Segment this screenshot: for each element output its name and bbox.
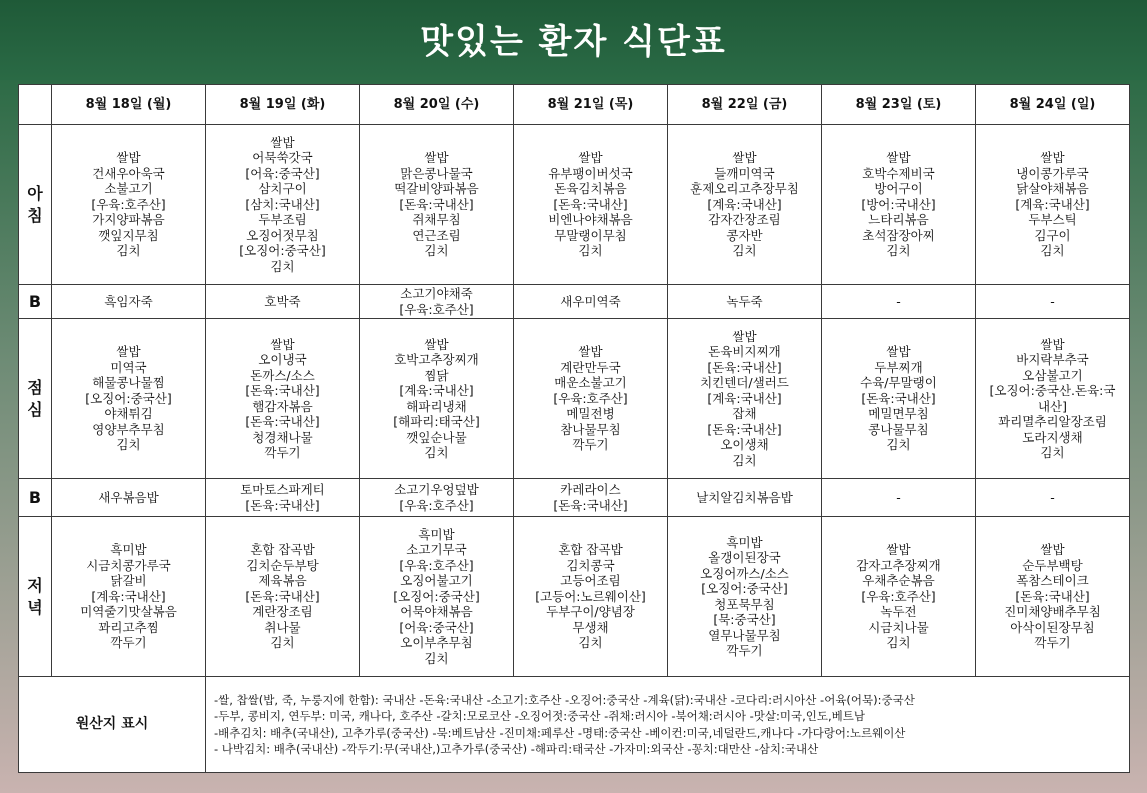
menu-item: 쌀밥 bbox=[732, 150, 757, 166]
meal-label-char: B bbox=[28, 291, 42, 311]
menu-item: [계육:국내산] bbox=[399, 383, 474, 398]
menu-cell bbox=[514, 517, 668, 677]
meal-label-char: B bbox=[28, 487, 42, 507]
menu-item: 쌀밥 bbox=[1040, 150, 1065, 166]
menu-item: - bbox=[896, 489, 901, 505]
menu-cell bbox=[52, 285, 206, 319]
menu-item: [묵:중국산] bbox=[713, 612, 776, 627]
menu-cell bbox=[514, 479, 668, 517]
menu-cell bbox=[52, 125, 206, 285]
menu-item: 김치 bbox=[1040, 243, 1065, 259]
menu-item: 김치 bbox=[578, 635, 603, 651]
menu-item: [방어:국내산] bbox=[861, 196, 936, 212]
menu-item: 청경채나물 bbox=[252, 429, 313, 445]
menu-item: 고등어조림 bbox=[560, 573, 621, 589]
menu-item: 콩자반 bbox=[726, 227, 763, 243]
menu-cell bbox=[822, 285, 976, 319]
menu-item: 김치 bbox=[578, 243, 603, 259]
menu-item: 김치 bbox=[886, 243, 911, 259]
menu-item: - bbox=[1050, 489, 1055, 505]
menu-item: 소불고기 bbox=[104, 181, 153, 197]
menu-cell bbox=[976, 125, 1130, 285]
menu-item: [오징어:중국산] bbox=[701, 581, 788, 596]
menu-table-container bbox=[18, 84, 1129, 772]
menu-item: 미역줄기맛살볶음 bbox=[80, 604, 177, 620]
menu-item: [돈육:국내산] bbox=[1015, 588, 1090, 604]
menu-item: [해파리:태국산] bbox=[393, 414, 480, 429]
day-header: 8월 22일 (금) bbox=[668, 85, 822, 125]
menu-body bbox=[19, 125, 1130, 677]
menu-cell bbox=[52, 479, 206, 517]
menu-item: 깻잎지무침 bbox=[98, 227, 159, 243]
menu-item: [돈육:국내산] bbox=[245, 383, 320, 398]
origin-line: - 나박김치: 배추(국내산) -깍두기:무(국내산,)고추가루(중국산) -해파리:태국산 -가자미:외국산 -꽁치:대만산 -삼치:국내산 bbox=[214, 742, 819, 756]
menu-item: 깍두기 bbox=[110, 635, 147, 651]
menu-item: 흑미밥 bbox=[726, 534, 763, 550]
menu-item: 쥐채무침 bbox=[412, 212, 461, 228]
menu-item: 돈까스/소스 bbox=[250, 367, 315, 383]
menu-item: 김치순두부탕 bbox=[246, 557, 319, 573]
menu-item: 김치 bbox=[270, 258, 295, 274]
meal-row-lunch bbox=[19, 319, 1130, 479]
menu-item: [삼치:국내산] bbox=[245, 196, 320, 212]
menu-item: 녹두전 bbox=[880, 604, 917, 620]
corner-cell bbox=[19, 85, 52, 125]
menu-item: 참나물무침 bbox=[560, 421, 621, 437]
menu-item: 어묵쑥갓국 bbox=[252, 150, 313, 166]
menu-item: 수육/무말랭이 bbox=[860, 375, 937, 391]
menu-item: 김치 bbox=[116, 437, 141, 453]
menu-item: 김치 bbox=[270, 635, 295, 651]
menu-item: - bbox=[1050, 293, 1055, 309]
menu-item: 쌀밥 bbox=[1040, 336, 1065, 352]
menu-item: 방어구이 bbox=[874, 181, 923, 197]
menu-item: 냉이콩가루국 bbox=[1016, 165, 1089, 181]
menu-item: 깍두기 bbox=[264, 445, 301, 460]
menu-item: 올갱이된장국 bbox=[708, 550, 781, 565]
menu-item: 해물콩나물찜 bbox=[92, 375, 165, 391]
menu-item: 햄감자볶음 bbox=[252, 398, 313, 414]
menu-cell bbox=[206, 517, 360, 677]
menu-item: 쌀밥 bbox=[886, 150, 911, 166]
meal-label-char: 녁 bbox=[27, 597, 43, 617]
menu-item: 김치 bbox=[424, 243, 449, 259]
menu-item: [돈육:국내산] bbox=[553, 497, 628, 513]
menu-cell bbox=[822, 479, 976, 517]
menu-cell bbox=[668, 285, 822, 319]
menu-cell bbox=[822, 517, 976, 677]
origin-label-cell bbox=[19, 677, 206, 773]
menu-cell bbox=[206, 125, 360, 285]
menu-item: [어육:중국산] bbox=[399, 619, 474, 635]
menu-item: 카레라이스 bbox=[560, 482, 621, 497]
menu-item: 제육볶음 bbox=[258, 573, 307, 589]
menu-item: [어육:중국산] bbox=[245, 165, 320, 181]
menu-item: 매운소불고기 bbox=[554, 375, 627, 391]
menu-item: 계란장조림 bbox=[252, 604, 313, 620]
menu-item: 두부스틱 bbox=[1028, 212, 1077, 228]
meal-row-snack-2 bbox=[19, 479, 1130, 517]
menu-item: 순두부백탕 bbox=[1022, 557, 1083, 573]
menu-item: [우육:호주산] bbox=[399, 557, 474, 573]
menu-item: 어묵야채볶음 bbox=[400, 604, 473, 620]
menu-item: 깍두기 bbox=[572, 437, 609, 453]
menu-item: 두부찌개 bbox=[874, 359, 923, 375]
menu-item: 김치 bbox=[732, 243, 757, 259]
menu-cell bbox=[976, 285, 1130, 319]
menu-item: 깍두기 bbox=[726, 643, 763, 658]
menu-cell bbox=[976, 479, 1130, 517]
menu-item: 유부팽이버섯국 bbox=[548, 165, 633, 181]
menu-item: 무생채 bbox=[572, 619, 609, 635]
menu-item: [계육:국내산] bbox=[707, 390, 782, 406]
menu-cell bbox=[206, 319, 360, 479]
menu-item: 쌀밥 bbox=[886, 542, 911, 558]
day-header: 8월 21일 (목) bbox=[514, 85, 668, 125]
menu-item: [돈육:국내산] bbox=[245, 414, 320, 429]
menu-item: 비엔나야채볶음 bbox=[548, 212, 633, 228]
menu-cell bbox=[976, 319, 1130, 479]
meal-label-char: 저 bbox=[27, 575, 43, 595]
meal-row-snack-1 bbox=[19, 285, 1130, 319]
menu-item: 새우볶음밥 bbox=[98, 489, 159, 505]
menu-item: 호박수제비국 bbox=[862, 165, 935, 181]
menu-item: 꽈리고추찜 bbox=[98, 619, 159, 635]
menu-cell bbox=[514, 285, 668, 319]
menu-item: [고등어:노르웨이산] bbox=[535, 588, 646, 604]
menu-item: 토마토스파게티 bbox=[240, 482, 325, 497]
menu-cell bbox=[668, 319, 822, 479]
menu-item: 꽈리멸추리알장조림 bbox=[998, 414, 1107, 429]
menu-item: 메밀전병 bbox=[566, 406, 615, 422]
menu-item: 소고기우엉덮밥 bbox=[394, 482, 479, 497]
menu-item: [계육:국내산] bbox=[707, 196, 782, 212]
menu-cell bbox=[206, 285, 360, 319]
meal-label-char: 침 bbox=[27, 205, 43, 225]
day-header: 8월 18일 (월) bbox=[52, 85, 206, 125]
menu-item: 김치콩국 bbox=[566, 557, 615, 573]
menu-cell bbox=[360, 479, 514, 517]
menu-item: 김치 bbox=[886, 437, 911, 453]
menu-item: 김치 bbox=[424, 650, 449, 666]
menu-item: [계육:국내산] bbox=[91, 588, 166, 604]
menu-item: 미역국 bbox=[110, 359, 147, 375]
menu-item: 가지양파볶음 bbox=[92, 212, 165, 228]
menu-item: 오이냉국 bbox=[258, 352, 307, 367]
menu-item: 김치 bbox=[886, 635, 911, 651]
menu-item: 두부조림 bbox=[258, 212, 307, 228]
meal-label bbox=[19, 285, 52, 319]
menu-item: 녹두죽 bbox=[726, 293, 763, 309]
menu-item: 쌀밥 bbox=[578, 344, 603, 360]
day-header: 8월 19일 (화) bbox=[206, 85, 360, 125]
menu-item: 닭살야채볶음 bbox=[1016, 181, 1089, 197]
meal-label bbox=[19, 479, 52, 517]
menu-item: 폭참스테이크 bbox=[1016, 573, 1089, 589]
menu-item: 떡갈비양파볶음 bbox=[394, 181, 479, 197]
menu-item: 김치 bbox=[424, 445, 449, 460]
menu-item: 도라지생채 bbox=[1022, 429, 1083, 445]
menu-item: 김치 bbox=[116, 243, 141, 259]
menu-item: 쌀밥 bbox=[732, 328, 757, 344]
menu-item: [오징어:중국산] bbox=[85, 390, 172, 406]
page-title: 맛있는 환자 식단표 bbox=[420, 22, 727, 62]
menu-item: 열무나물무침 bbox=[708, 627, 781, 643]
menu-item: [우육:호주산] bbox=[553, 390, 628, 406]
menu-item: 들깨미역국 bbox=[714, 165, 775, 181]
origin-line: -쌀, 찹쌀(밥, 죽, 누룽지에 한함): 국내산 -돈육:국내산 -소고기:호주산 -오징어:중국산 -계육(닭):국내산 -코다리:러시아산 -어육(어묵):중국산 bbox=[214, 692, 915, 707]
meal-row-breakfast bbox=[19, 125, 1130, 285]
menu-item: 훈제오리고추장무침 bbox=[690, 181, 799, 197]
menu-item: 콩나물무침 bbox=[868, 421, 929, 437]
menu-cell bbox=[360, 285, 514, 319]
menu-item: 깻잎순나물 bbox=[406, 429, 467, 445]
menu-item: [돈육:국내산] bbox=[553, 196, 628, 212]
menu-cell bbox=[668, 517, 822, 677]
menu-item: 쌀밥 bbox=[886, 344, 911, 360]
menu-item: [오징어:중국산] bbox=[393, 588, 480, 604]
meal-row-dinner bbox=[19, 517, 1130, 677]
menu-item: 야채튀김 bbox=[104, 406, 153, 422]
menu-item: 김치 bbox=[732, 452, 757, 468]
menu-item: 깍두기 bbox=[1034, 635, 1071, 651]
menu-item: 쌀밥 bbox=[424, 150, 449, 166]
menu-item: [돈육:국내산] bbox=[707, 421, 782, 437]
menu-item: 소고기무국 bbox=[406, 542, 467, 558]
menu-item: 김치 bbox=[1040, 445, 1065, 460]
menu-item: 쌀밥 bbox=[424, 336, 449, 352]
menu-cell bbox=[360, 319, 514, 479]
menu-item: 흑미밥 bbox=[418, 526, 455, 542]
menu-item: 아삭이된장무침 bbox=[1010, 619, 1095, 635]
origin-line: -배추김치: 배추(국내산), 고추가루(중국산) -묵:베트남산 -진미채:페루산 -명태:중국산 -베이컨:미국,네덜란드,캐나다 -가다랑어:노르웨이산 bbox=[214, 725, 906, 740]
menu-item: 소고기야채죽 bbox=[400, 286, 473, 301]
menu-item: [돈육:국내산] bbox=[245, 588, 320, 604]
menu-item: 오이부추무침 bbox=[400, 635, 473, 651]
menu-item: 새우미역죽 bbox=[560, 293, 621, 309]
menu-item: 메밀면무침 bbox=[868, 406, 929, 422]
menu-item: 돈육김치볶음 bbox=[554, 181, 627, 197]
menu-item: [우육:호주산] bbox=[399, 301, 474, 317]
meal-label bbox=[19, 125, 52, 285]
menu-item: 오징어까스/소스 bbox=[700, 565, 789, 581]
menu-item: 내산] bbox=[1037, 398, 1068, 414]
menu-cell bbox=[668, 125, 822, 285]
day-header: 8월 24일 (일) bbox=[976, 85, 1130, 125]
menu-item: [돈육:국내산] bbox=[707, 359, 782, 375]
menu-item: 감자고추장찌개 bbox=[856, 557, 941, 573]
menu-item: - bbox=[896, 293, 901, 309]
meal-label-char: 아 bbox=[27, 183, 43, 203]
menu-item: [우육:호주산] bbox=[91, 196, 166, 212]
day-header: 8월 20일 (수) bbox=[360, 85, 514, 125]
menu-item: 연근조림 bbox=[412, 227, 461, 243]
menu-item: 맑은콩나물국 bbox=[400, 165, 473, 181]
menu-item: 잡채 bbox=[732, 406, 757, 422]
menu-cell bbox=[360, 517, 514, 677]
menu-cell bbox=[822, 319, 976, 479]
menu-cell bbox=[822, 125, 976, 285]
menu-item: [계육:국내산] bbox=[1015, 196, 1090, 212]
menu-item: [우육:호주산] bbox=[861, 588, 936, 604]
menu-item: 계란만두국 bbox=[560, 359, 621, 375]
menu-item: 시금치콩가루국 bbox=[86, 557, 171, 573]
menu-item: [오징어:중국산.돈육:국 bbox=[989, 383, 1116, 398]
origin-label: 원산지 표시 bbox=[75, 716, 149, 733]
menu-item: 혼합 잡곡밥 bbox=[558, 542, 623, 558]
menu-cell bbox=[52, 319, 206, 479]
menu-item: 건새우아욱국 bbox=[92, 165, 165, 181]
menu-item: [돈육:국내산] bbox=[245, 497, 320, 513]
menu-item: 진미채양배추무침 bbox=[1004, 604, 1101, 620]
menu-cell bbox=[206, 479, 360, 517]
menu-item: 닭갈비 bbox=[110, 573, 147, 589]
menu-item: 찜닭 bbox=[424, 367, 449, 383]
menu-item: 혼합 잡곡밥 bbox=[250, 542, 315, 558]
menu-item: 돈육비지찌개 bbox=[708, 344, 781, 360]
menu-item: 취나물 bbox=[264, 619, 301, 635]
menu-item: 호박고추장찌개 bbox=[394, 352, 479, 367]
menu-item: 해파리냉채 bbox=[406, 398, 467, 414]
menu-cell bbox=[514, 125, 668, 285]
menu-item: 날치알김치볶음밥 bbox=[696, 489, 793, 505]
meal-label bbox=[19, 517, 52, 677]
menu-item: 청포묵무침 bbox=[714, 596, 775, 612]
menu-item: 바지락부추국 bbox=[1016, 352, 1089, 367]
meal-label bbox=[19, 319, 52, 479]
menu-item: [오징어:중국산] bbox=[239, 243, 326, 259]
menu-item: 오징어불고기 bbox=[400, 573, 473, 589]
header-row bbox=[19, 85, 1130, 125]
menu-cell bbox=[514, 319, 668, 479]
menu-item: 오이생채 bbox=[720, 437, 769, 453]
menu-item: 오삼불고기 bbox=[1022, 367, 1083, 383]
menu-item: 오징어젓무침 bbox=[246, 227, 319, 243]
origin-text-cell bbox=[206, 677, 1130, 773]
menu-item: [돈육:국내산] bbox=[399, 196, 474, 212]
menu-item: 김구이 bbox=[1034, 227, 1071, 243]
menu-item: 삼치구이 bbox=[258, 181, 307, 197]
menu-item: 호박죽 bbox=[264, 293, 301, 309]
menu-item: 쌀밥 bbox=[1040, 542, 1065, 558]
menu-item: [우육:호주산] bbox=[399, 497, 474, 513]
day-header: 8월 23일 (토) bbox=[822, 85, 976, 125]
menu-item: 무말랭이무침 bbox=[554, 227, 627, 243]
menu-item: 시금치나물 bbox=[868, 619, 929, 635]
menu-item: 흑미밥 bbox=[110, 542, 147, 558]
menu-item: [돈육:국내산] bbox=[861, 390, 936, 406]
menu-item: 우채추순볶음 bbox=[862, 573, 935, 589]
menu-item: 쌀밥 bbox=[116, 344, 141, 360]
menu-item: 쌀밥 bbox=[578, 150, 603, 166]
menu-item: 느타리볶음 bbox=[868, 212, 929, 228]
menu-item: 감자간장조림 bbox=[708, 212, 781, 228]
origin-row bbox=[19, 677, 1130, 773]
menu-item: 영양부추무침 bbox=[92, 421, 165, 437]
menu-cell bbox=[976, 517, 1130, 677]
menu-cell bbox=[52, 517, 206, 677]
menu-item: 쌀밥 bbox=[270, 336, 295, 352]
menu-cell bbox=[360, 125, 514, 285]
origin-line: -두부, 콩비지, 연두부: 미국, 캐나다, 호주산 -갈치:모로코산 -오징어젓:중국산 -쥐채:러시아 -북어채:러시아 -맛살:미국,인도,베트남 bbox=[214, 709, 865, 723]
meal-label-char: 심 bbox=[27, 399, 43, 419]
menu-item: 치킨텐더/샐러드 bbox=[700, 375, 789, 391]
meal-label-char: 점 bbox=[27, 377, 43, 397]
menu-item: 쌀밥 bbox=[116, 150, 141, 166]
menu-item: 흑임자죽 bbox=[104, 293, 153, 309]
menu-item: 초석잠장아찌 bbox=[862, 227, 935, 243]
menu-cell bbox=[668, 479, 822, 517]
menu-item: 쌀밥 bbox=[270, 134, 295, 150]
menu-item: 두부구이/양념장 bbox=[546, 604, 635, 620]
menu-table bbox=[18, 84, 1130, 773]
